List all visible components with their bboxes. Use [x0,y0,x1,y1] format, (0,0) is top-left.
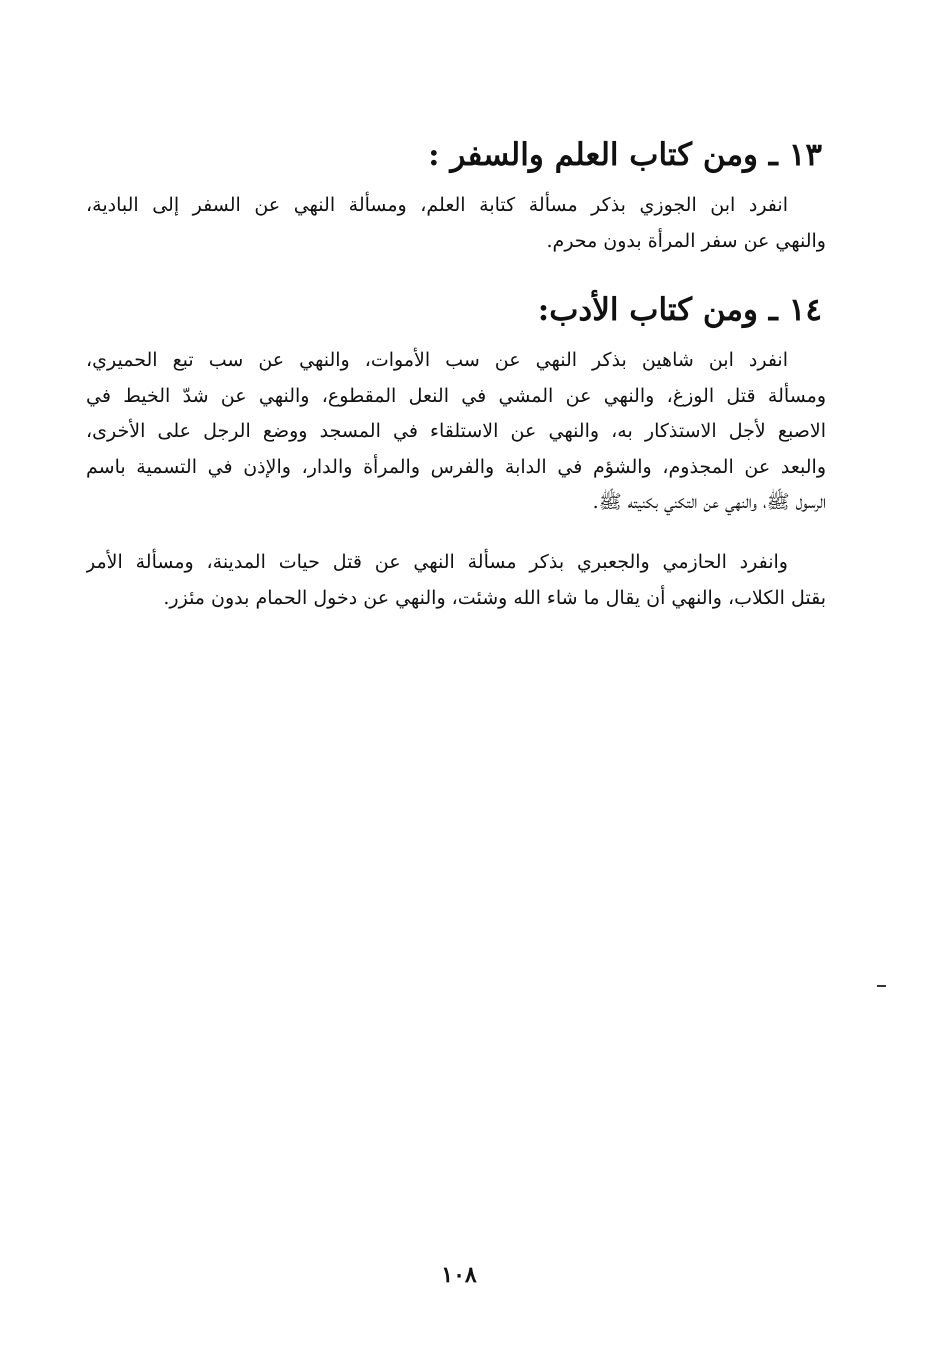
page-number: ١٠٨ [441,1262,477,1288]
paragraph-line: وانفرد الحازمي والجعبري بذكر مسألة النهي عن قتل حيات المدينة، ومسألة الأمر [86,551,788,573]
section-heading-14: ١٤ ـ ومن كتاب الأدب: [537,292,822,328]
paragraph-line: بقتل الكلاب، والنهي أن يقال ما شاء الله وشئت، والنهي عن دخول الحمام بدون مئزر. [163,586,826,609]
paragraph-line: انفرد ابن الجوزي بذكر مسألة كتابة العلم، ومسألة النهي عن السفر إلى البادية، [86,194,788,216]
paragraph-line: انفرد ابن شاهين بذكر النهي عن سب الأموات، والنهي عن سب تبع الحميري، [86,349,788,371]
section-13-paragraph [86,188,826,259]
scan-edge-mark [877,985,886,987]
paragraph-line: والبعد عن المجذوم، والشؤم في الدابة والفرس والمرأة والدار، والإذن في التسمية باسم [86,455,826,478]
section-14-paragraph-2 [86,545,826,616]
section-heading-13: ١٣ ـ ومن كتاب العلم والسفر : [428,137,822,173]
paragraph-line: الاصبع لأجل الاستذكار به، والنهي عن الاستلقاء في المسجد ووضع الرجل على الأخرى، [86,420,826,442]
section-14-paragraph-1 [86,343,826,521]
paragraph-line: الرسول ﷺ، والنهي عن التكني بكنيته ﷺ. [592,491,826,513]
paragraph-line: ومسألة قتل الوزغ، والنهي عن المشي في النعل المقطوع، والنهي عن شدّ الخيط في [86,384,826,407]
paragraph-line: والنهي عن سفر المرأة بدون محرم. [546,229,826,252]
